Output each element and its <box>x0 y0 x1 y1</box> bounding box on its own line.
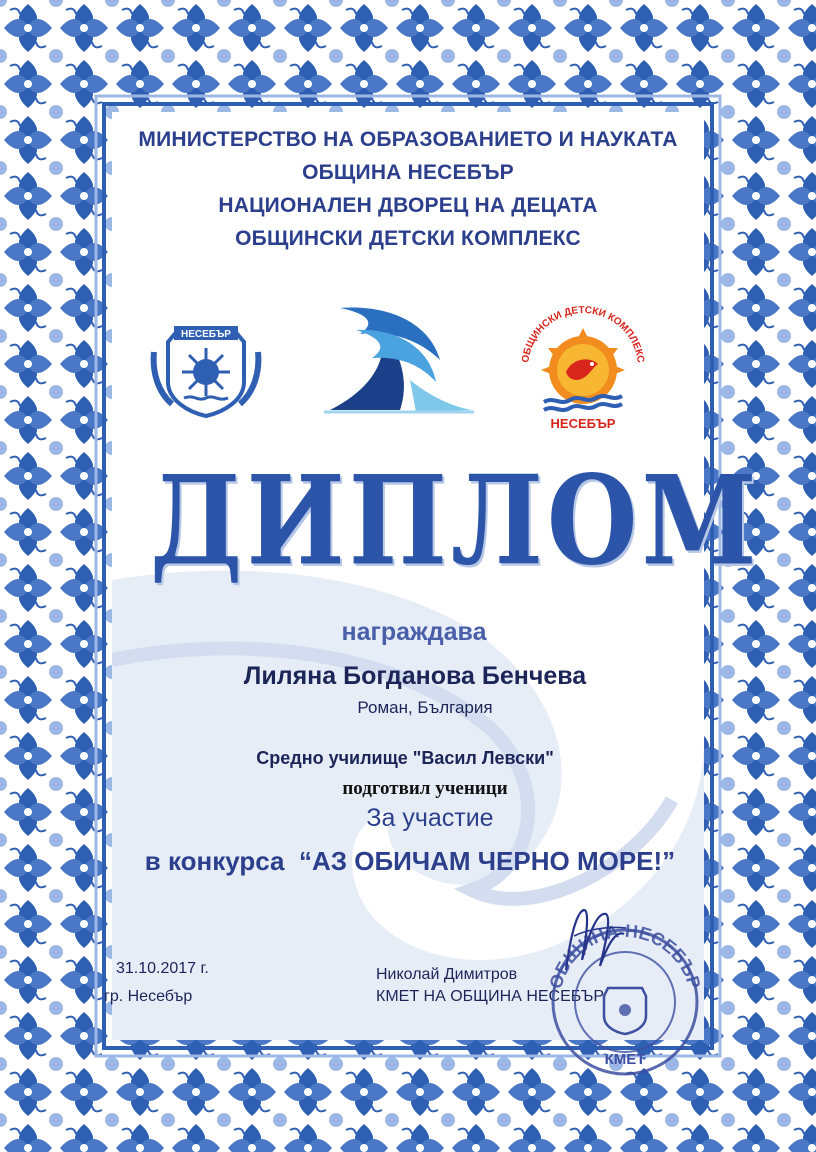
diploma-title: ДИПЛОМ <box>150 448 761 594</box>
contest-line <box>110 846 710 877</box>
contest-name: “АЗ ОБИЧАМ ЧЕРНО МОРЕ!” <box>298 846 676 876</box>
complex-city-text: НЕСЕБЪР <box>550 416 616 431</box>
crest-label: НЕСЕБЪР <box>181 329 231 340</box>
wave-logo <box>320 300 478 422</box>
header-complex: ОБЩИНСКИ ДЕТСКИ КОМПЛЕКС <box>235 227 581 250</box>
contest-prefix: в конкурса <box>144 846 285 876</box>
awards-text: награждава <box>341 618 487 646</box>
complex-ring-text: ОБЩИНСКИ ДЕТСКИ КОМПЛЕКС <box>520 304 646 364</box>
nessebar-crest-logo <box>148 312 264 420</box>
participation-text: За участие <box>366 804 494 832</box>
recipient-place: Роман, България <box>357 698 493 717</box>
stamp-ring-text: ОБЩИНА НЕСЕБЪР <box>545 920 705 991</box>
header-ministry: МИНИСТЕРСТВО НА ОБРАЗОВАНИЕТО И НАУКАТА <box>138 128 678 151</box>
school-name: Средно училище "Васил Левски" <box>256 748 554 768</box>
childrens-complex-logo <box>508 298 658 436</box>
signature <box>556 900 636 980</box>
prepared-students-text: подготвил ученици <box>342 778 508 799</box>
signer-name: Николай Димитров <box>376 966 518 983</box>
diploma-city: гр. Несебър <box>104 988 193 1005</box>
stamp-bottom-text: КМЕТ <box>604 1051 646 1068</box>
signer-title: КМЕТ НА ОБЩИНА НЕСЕБЪР <box>376 988 605 1005</box>
header-palace: НАЦИОНАЛЕН ДВОРЕЦ НА ДЕЦАТА <box>218 194 598 217</box>
header-municipality: ОБЩИНА НЕСЕБЪР <box>302 161 514 184</box>
diploma-date: 31.10.2017 г. <box>116 960 209 977</box>
recipient-name: Лиляна Богданова Бенчева <box>243 662 587 690</box>
